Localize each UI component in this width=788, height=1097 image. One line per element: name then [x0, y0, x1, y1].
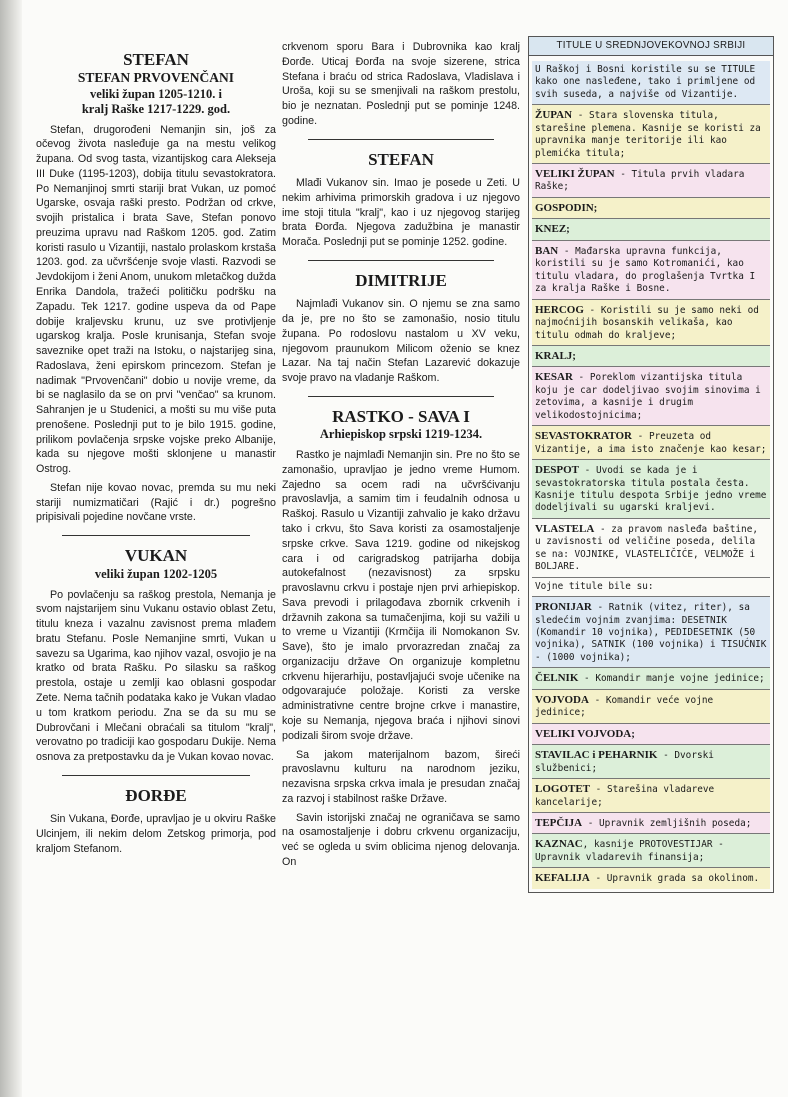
titles-box	[528, 36, 774, 893]
heading-djordje: ĐORĐE	[125, 785, 187, 805]
heading-vukan: VUKAN	[124, 546, 188, 566]
title-entry-name: HERCOG	[535, 303, 584, 316]
title-entry-name: BAN	[535, 244, 559, 257]
title-entry-name: KEFALIJA	[535, 872, 590, 885]
paragraph-stefan-1: Stefan, drugorođeni Nemanjin sin, još za očevog života nasleđuje ga na mestu velikog župana. Od svog tasta, vizantijskog cara Alekseja III Duke (1195-1203), dobija titulu sevastokratora. Po Nemanjinoj smrti stariji brat Vukan, uz pomoć Ugarske, osvaja raški presto. Podržan od crkve, svojih pristalica i brata Save, Stefan ponovo preuzima upravu nad Raškom 1205. god. Zatim koristi rasulo u Vizantiji, nastalo prolaskom krstaša 1203. god. za učvršćenje svoje vlasti. Razvodi se Jevdokijom i ženi Anom, unukom mletačkog dužda Enrika Dandola, tražeći političku podršku na Zapadu. Tek 1217. godine uspeva da od Pape dobije kraljevsku krunu, uz sve protivljenje ugarskog kralja. Posle krunisanja, Stefan svoje saveznike opet traži na Istoku, o najstarijeg sina, Radoslava, ženi epirskom princezom. Stefan je nadimak "Prvovenčani" dobio u novije vreme, da bi se naglasilo da se on prvi "venčao" sa krunom. Sahranjen je u Studenici, a mošti su mu više puta prenošene. Poslednji put to je bilo 1915. godine, prilikom povlačenja srpske vojske preko Albanije, kada su njegove mošti sklonjene u manastir Ostrog.	[36, 123, 276, 476]
title-entry-name: SEVASTOKRATOR	[535, 430, 633, 443]
title-entry	[532, 779, 770, 813]
title-entry-name: PRONIJAR	[535, 601, 592, 614]
paragraph-vukan: Po povlačenju sa raškog prestola, Nemanja je svom najstarijem sinu Vukanu ostavio oblast Zetu, titulu kneza i vazalnu zavisnost prema mlađem bratu Stefanu. Posle Nemanjine smrti, Vukan u savezu sa Ugarima, kao njihov vazal, osvojio je na kratko od brata Rašku. Po silasku sa raškog prestola, ostaje u zemlji kao oblasni gospodar Zete. Nema tačnih podataka kako je Vukan vladao u tom kratkom periodu. Zna se da su mu se Dubrovčani i Mlečani obraćali sa titulom "kralj", verovatno po tradiciji kao gospodaru Dukije. Nema osnova za pretpostavku da je Vukan kovao novac.	[36, 588, 276, 764]
paragraph-continued: crkvenom sporu Bara i Dubrovnika kao kralj Đorđe. Uticaj Đorđa na svoje sizerene, strica Stefana i braću od strica Radoslava, Vladislava i Uroša, koji su se smenjivali na raškom prestolu, bio je neznatan. Poslednji put se pominje 1248. godine.	[282, 41, 520, 127]
paragraph-rastko-2: Sa jakom materijalnom bazom, šireći pravoslavnu kulturu na narodnom jeziku, nezavisna srpska crkva imala je presudan značaj za razvoj i stabilnost raške Države.	[282, 748, 520, 805]
title-entry	[532, 868, 770, 889]
title-entry-description: - Ratnik (vitez, riter), sa sledećim vojnim zvanjima: DESETNIK (Komandir 10 vojnika), PEDIDESETNIK (50 vojnika), SATNIK (100 vojnika) i TISUĆNIK - (1000 vojnika);	[535, 602, 767, 663]
title-entry-name: KNEZ;	[535, 223, 570, 236]
title-entry-description: - za pravom nasleđa baštine, u zavisnosti od veličine poseda, delila se na: VOJNIKE, VLASTELIČIĆE, VELMOŽE i BOLJARE.	[535, 523, 758, 573]
title-entry-name: KESAR	[535, 371, 573, 384]
titles-box-heading: TITULE U SREDNJOVEKOVNOJ SRBIJI	[529, 37, 773, 56]
title-entry	[532, 690, 770, 724]
title-entry-name: TEPČIJA	[535, 816, 583, 829]
title-entry-description: - Komandir veće vojne jedinice;	[535, 694, 714, 719]
title-entry	[532, 834, 770, 868]
subheading-stefan-reign-2: kralj Raške 1217-1229. god.	[81, 101, 231, 116]
title-entry	[532, 164, 770, 198]
title-entry-name: VELIKI VOJVODA;	[535, 727, 635, 740]
divider	[62, 535, 250, 536]
title-entry	[532, 597, 770, 668]
title-entry-name: DESPOT	[535, 464, 580, 477]
paragraph-stefan-2: Stefan nije kovao novac, premda su mu neki stariji numizmatičari (Rajić i dr.) pogrešno pripisivali pojedine novčane vrste.	[36, 481, 276, 524]
heading-dimitrije: DIMITRIJE	[355, 270, 447, 290]
title-entry-name: VELIKI ŽUPAN	[535, 167, 615, 180]
paragraph-rastko-3: Savin istorijski značaj ne ograničava se samo na osamostaljenje i dobru crkvenu organizaciju, već se ogleda u svim oblicima njenog delovanja. On	[282, 811, 520, 868]
title-entry	[532, 367, 770, 426]
divider	[308, 260, 494, 261]
paragraph-rastko-1: Rastko je najmlađi Nemanjin sin. Pre no što se zamonašio, upravljao je jedno vreme Humom. Zajedno sa ocem radi na učvršćivanju pravoslavlja, a samim tim i feudalnih odnosa u Raškoj. Rasulo u Vizantiji zahvalio je kako državu tako i crkvu, što Sava koristi za osamostaljenje srpske crkve. Sava 1219. godine od nikejskog cara i od carigradskog patrijarha dobija autokefalnost (nezavisnost) za srpsku pravoslavnu crkvu i postaje njen prvi arhiepiskop. Sava prevodi i prilagođava zbornik crkvenih i državnih zakona sa tumačenjima, koji su važili u to vreme u Vizantiji (Krmčija ili Nomokanon Sv. Save), što je imalo prvorazredan značaj za organizaciju države On organizuje kompletnu crkvenu hijerarhiju, postavljajući svoje učenike na odgovarajuće položaje. Koristi za verske administrativne centre brojne crkve i manastire, koje su Nemanja, njegova braća i njihovi sinovi podizali širom svoje države.	[282, 449, 520, 742]
subheading-stefan-reign-1: veliki župan 1205-1210. i	[90, 86, 222, 101]
title-entry	[532, 219, 770, 241]
paragraph-stefan-2: Mlađi Vukanov sin. Imao je posede u Zeti. U nekim arhivima primorskih gradova i uz njegovo ime stoji titula "kralj", kao i uz njegovog starijeg brata Đorđa. Njegova zadužbina je manastir Morača. Poslednji put se pominje 1252. godine.	[282, 176, 520, 249]
title-entry	[532, 460, 770, 519]
title-entry	[532, 578, 770, 597]
subheading-stefan-prvovencani: STEFAN PRVOVENČANI	[77, 70, 235, 86]
title-entry	[532, 426, 770, 460]
title-entry-description: - Komandir manje vojne jedinice;	[578, 673, 765, 685]
paragraph-djordje: Sin Vukana, Đorđe, upravljao je u okviru Raške Ulcinjem, ili nekim delom Zetskog primorja, pod kraljom Stefanom.	[36, 813, 276, 855]
divider	[62, 775, 250, 776]
title-entry-description: - Titula prvih vladara Raške;	[535, 168, 745, 193]
title-entry-name: VLASTELA	[535, 522, 595, 535]
title-entry	[532, 241, 770, 300]
subheading-vukan: veliki župan 1202-1205	[94, 566, 218, 581]
titles-intro: U Raškoj i Bosni koristile su se TITULE kako one nasleđene, tako i primljene od svih suseda, a najviše od Vizantije.	[532, 61, 770, 105]
title-entry-description: - Uvodi se kada je i sevastokratorska titula postala česta. Kasnije titulu despota Srbije jedno vreme dodeljivali su ugarski kraljevi.	[535, 465, 767, 514]
title-entry-name: KAZNAC	[535, 838, 583, 851]
title-entry	[532, 519, 770, 578]
heading-rastko-sava: RASTKO - SAVA I	[332, 406, 470, 426]
title-entry	[532, 346, 770, 368]
title-entry	[532, 668, 770, 690]
title-entry-description: - Dvorski službenici;	[535, 750, 714, 774]
divider	[308, 396, 494, 397]
heading-stefan: STEFAN	[123, 50, 189, 69]
titles-list	[532, 105, 770, 889]
title-entry	[532, 105, 770, 164]
title-entry-name: STAVILAC i PEHARNIK	[535, 749, 658, 762]
title-entry-description: Vojne titule bile su:	[535, 580, 654, 592]
title-entry-description: - Upravnik zemljišnih poseda;	[582, 817, 752, 829]
title-entry	[532, 300, 770, 346]
column-middle	[282, 40, 520, 874]
title-entry-description: - Mađarska upravna funkcija, koristili su je samo Kotromanići, kao titulu vladara, do proglašenja Tvrtka I za kralja Raške i Bosne.	[535, 245, 756, 295]
title-entry	[532, 813, 770, 835]
heading-stefan-2: STEFAN	[368, 149, 434, 169]
title-entry-name: GOSPODIN;	[535, 201, 598, 214]
title-entry-description: - Upravnik grada sa okolinom.	[589, 873, 760, 885]
title-entry	[532, 724, 770, 746]
title-entry-description: - Preuzeta od Vizantije, a ima isto značenje kao kesar;	[535, 431, 767, 455]
title-entry-description: - Stara slovenska titula, starešine plemena. Kasnije se koristi za upravnika manje teritorije ili kao plemićka titula;	[535, 110, 761, 159]
subheading-rastko-sava: Arhiepiskop srpski 1219-1234.	[319, 427, 483, 442]
title-entry-name: LOGOTET	[535, 783, 591, 796]
title-entry-description: - Starešina vladarevе kancelarije;	[535, 784, 715, 808]
title-entry-description: - Poreklom vizantijska titula koju je car dodeljivao svojim sinovima i zetovima, a kasnije i drugim velikodostojnicima;	[535, 372, 761, 421]
title-entry-name: VOJVODA	[535, 693, 589, 706]
title-entry	[532, 198, 770, 220]
title-entry-name: ČELNIK	[535, 672, 579, 685]
title-entry	[532, 745, 770, 779]
column-left	[36, 40, 276, 861]
title-entry-description: , kasnije PROTOVESTIJAR - Upravnik vladarevih finansija;	[535, 839, 724, 863]
title-entry-name: ŽUPAN	[535, 109, 573, 122]
titles-sidebar	[528, 36, 774, 893]
title-entry-description: - Koristili su je samo neki od najmoćnijih bosanskih velikaša, kao titulu odmah do kraljeve;	[535, 304, 759, 341]
page-binding-edge	[0, 0, 22, 1097]
paragraph-dimitrije: Najmlađi Vukanov sin. O njemu se zna samo da je, pre no što se zamonašio, nosio titulu župana. Po rodoslovu nastalom u XV veku, njegovom praunukom Milicom oženio se knez Lazar. Na taj način Stefan Lazarević dokazuje svoje pravo na vladanje Raškom.	[282, 298, 520, 385]
divider	[308, 139, 494, 140]
title-entry-name: KRALJ;	[535, 349, 576, 362]
